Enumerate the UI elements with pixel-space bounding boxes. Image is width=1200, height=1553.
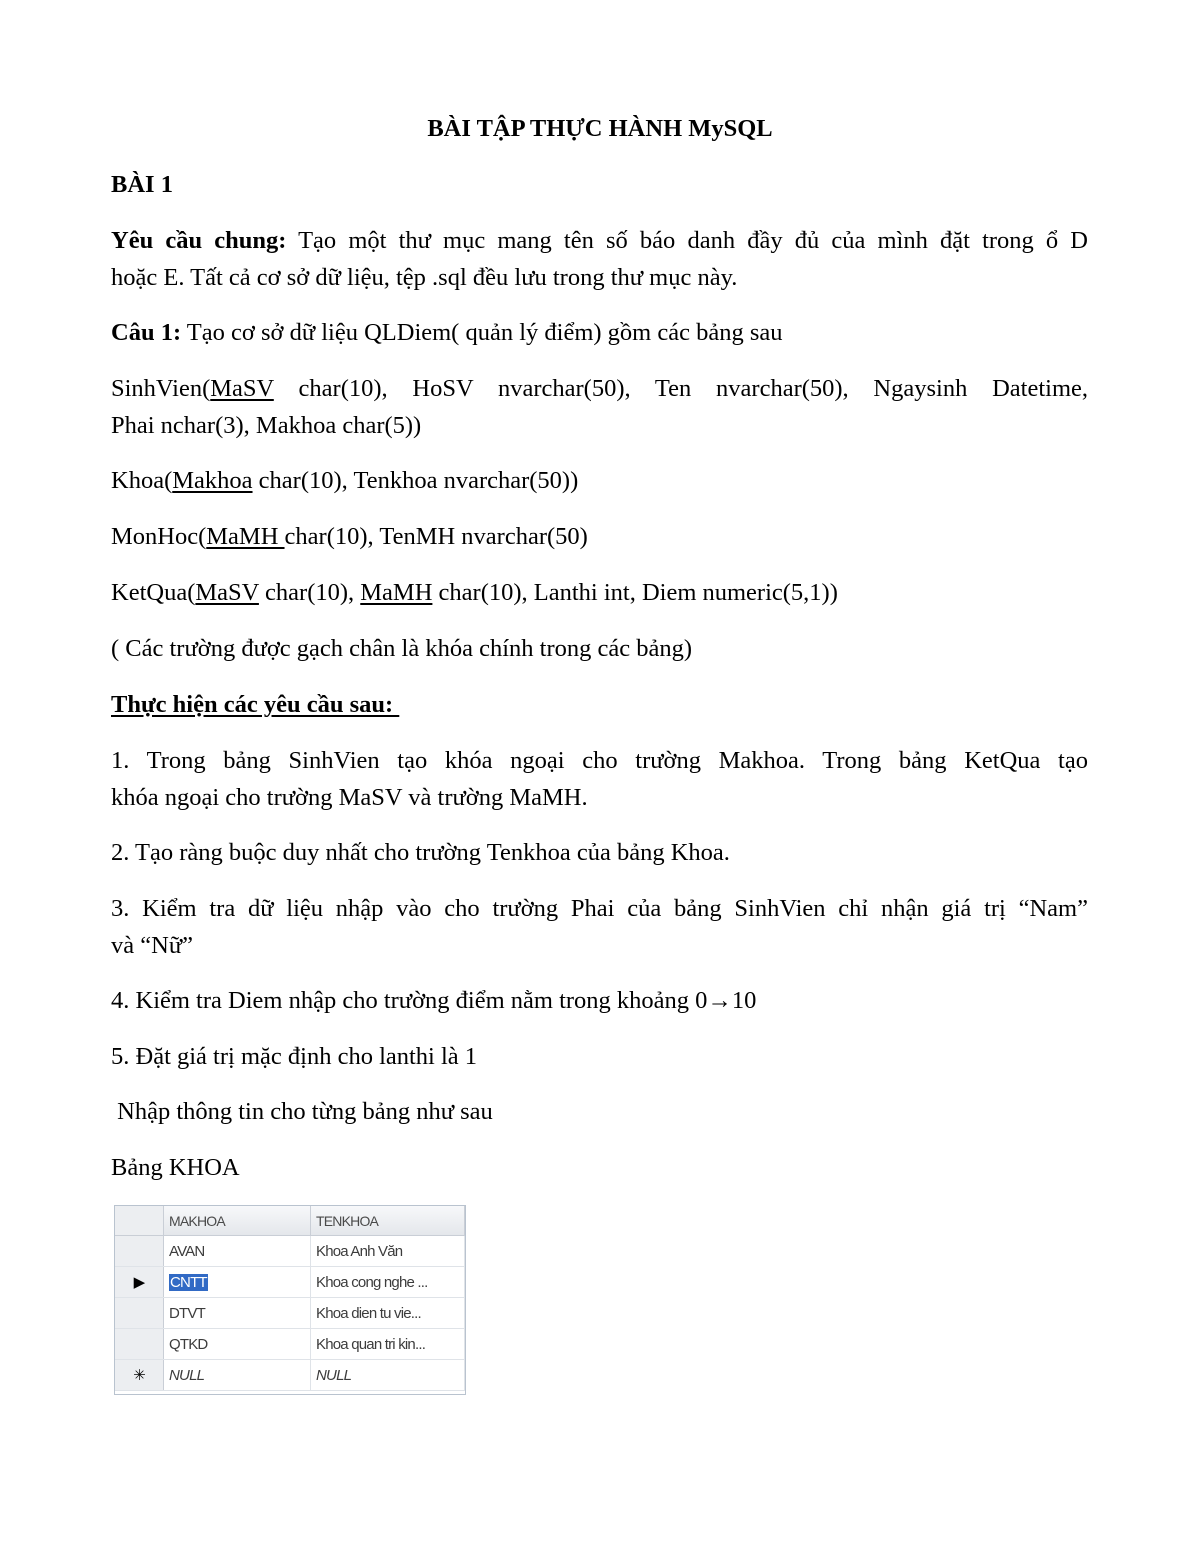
table-row[interactable] <box>115 1236 465 1267</box>
row-selector-header <box>115 1206 164 1236</box>
general-requirement-line-2: hoặc E. Tất cả cơ sở dữ liệu, tệp .sql đều lưu trong thư mục này. <box>111 264 738 291</box>
page-title: BÀI TẬP THỰC HÀNH MySQL <box>427 115 773 142</box>
table-row[interactable] <box>115 1267 465 1298</box>
schema-fields: char(10), Tenkhoa nvarchar(50)) <box>252 467 579 494</box>
task-3-line-2: và “Nữ” <box>111 932 193 959</box>
task-1-line-1: 1. Trong bảng SinhVien tạo khóa ngoại cho trường Makhoa. Trong bảng KetQua tạo <box>111 747 1088 774</box>
current-row-arrow-icon[interactable]: ▶ <box>115 1267 164 1298</box>
row-selector[interactable] <box>115 1298 164 1329</box>
task-4: 4. Kiểm tra Diem nhập cho trường điểm nằm trong khoảng 0→10 <box>111 987 757 1014</box>
schema-sinhvien-line-2: Phai nchar(3), Makhoa char(5)) <box>111 412 422 439</box>
input-intro: Nhập thông tin cho từng bảng như sau <box>111 1098 493 1125</box>
schema-fields: char(10), HoSV nvarchar(50), Ten nvarchar(50), Ngaysinh Datetime, <box>273 375 1088 402</box>
column-header-tenkhoa[interactable]: TENKHOA <box>311 1206 465 1236</box>
general-requirement-line-1 <box>111 226 1088 256</box>
table-row[interactable] <box>115 1298 465 1329</box>
schema-fields: char(10), <box>258 579 361 606</box>
new-row-star-icon[interactable]: ✳ <box>115 1360 164 1391</box>
primary-key: MaSV <box>210 375 274 402</box>
cell-makhoa[interactable] <box>164 1267 311 1298</box>
question-1 <box>111 318 783 348</box>
schema-fields: char(10), Lanthi int, Diem numeric(5,1)) <box>432 579 838 606</box>
task-1-line-2: khóa ngoại cho trường MaSV và trường MaMH. <box>111 784 588 811</box>
new-row[interactable] <box>115 1360 465 1391</box>
primary-key: Makhoa <box>172 467 253 494</box>
row-selector[interactable] <box>115 1329 164 1360</box>
cell-tenkhoa[interactable]: Khoa dien tu vie... <box>311 1298 465 1329</box>
question-1-label: Câu 1: <box>111 319 182 346</box>
table-row[interactable] <box>115 1329 465 1360</box>
primary-key: MaMH <box>206 523 285 550</box>
exercise-label: BÀI 1 <box>111 171 173 198</box>
cell-tenkhoa[interactable]: Khoa Anh Văn <box>311 1236 465 1267</box>
primary-key: MaSV <box>195 579 259 606</box>
schema-note: ( Các trường được gạch chân là khóa chính trong các bảng) <box>111 635 693 662</box>
cell-makhoa[interactable]: AVAN <box>164 1236 311 1267</box>
task-5: 5. Đặt giá trị mặc định cho lanthi là 1 <box>111 1043 478 1070</box>
cell-tenkhoa[interactable]: Khoa cong nghe ... <box>311 1267 465 1298</box>
schema-monhoc <box>111 522 588 552</box>
column-header-makhoa[interactable]: MAKHOA <box>164 1206 311 1236</box>
schema-table-name: KetQua( <box>111 579 196 606</box>
grid-header-row <box>115 1206 465 1236</box>
schema-table-name: SinhVien( <box>111 375 211 402</box>
schema-table-name: MonHoc( <box>111 523 207 550</box>
cell-makhoa[interactable]: DTVT <box>164 1298 311 1329</box>
general-requirement-text: Tạo một thư mục mang tên số báo danh đầy đủ của mình đặt trong ổ D <box>286 227 1089 254</box>
schema-khoa <box>111 466 578 496</box>
cell-tenkhoa[interactable]: NULL <box>311 1360 465 1391</box>
task-2: 2. Tạo ràng buộc duy nhất cho trường Tenkhoa của bảng Khoa. <box>111 839 730 866</box>
task-3-line-1: 3. Kiểm tra dữ liệu nhập vào cho trường Phai của bảng SinhVien chỉ nhận giá trị “Nam” <box>111 895 1088 922</box>
khoa-data-grid <box>114 1205 466 1395</box>
schema-table-name: Khoa( <box>111 467 173 494</box>
general-requirement-label: Yêu cầu chung: <box>111 227 287 254</box>
tasks-heading: Thực hiện các yêu cầu sau: <box>111 691 400 718</box>
cell-makhoa[interactable]: NULL <box>164 1360 311 1391</box>
table-label: Bảng KHOA <box>111 1154 240 1181</box>
schema-fields: char(10), TenMH nvarchar(50) <box>284 523 588 550</box>
schema-sinhvien-line-1 <box>111 374 1088 404</box>
schema-ketqua <box>111 578 838 608</box>
question-1-text: Tạo cơ sở dữ liệu QLDiem( quản lý điểm) gồm các bảng sau <box>181 319 783 346</box>
cell-makhoa[interactable]: QTKD <box>164 1329 311 1360</box>
row-selector[interactable] <box>115 1236 164 1267</box>
cell-tenkhoa[interactable]: Khoa quan tri kin... <box>311 1329 465 1360</box>
primary-key: MaMH <box>360 579 433 606</box>
selected-cell-text[interactable]: CNTT <box>170 1273 207 1291</box>
